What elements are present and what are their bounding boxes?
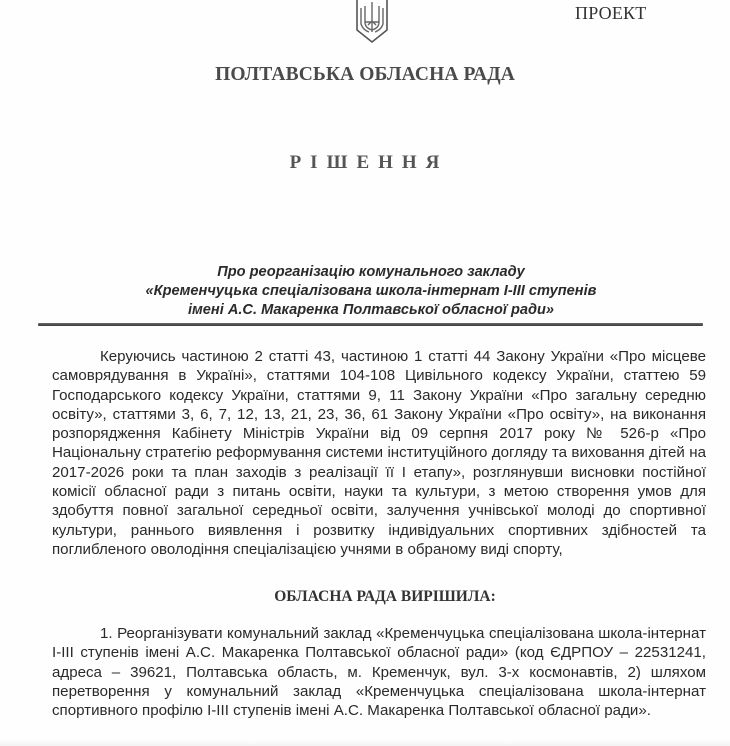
issuer-heading: ПОЛТАВСЬКА ОБЛАСНА РАДА [215, 64, 515, 85]
title-divider [38, 323, 703, 326]
subject-line: «Кременчуцька спеціалізована школа-інтернат І-ІІІ ступенів [145, 283, 597, 299]
decision-subject [40, 263, 702, 320]
page-edge [0, 740, 730, 746]
subject-line: імені А.С. Макаренка Полтавської обласної ради» [187, 302, 555, 318]
draft-stamp: ПРОЕКТ [575, 3, 647, 23]
document-type-heading: РІШЕННЯ [289, 152, 449, 173]
preamble-paragraph: Керуючись частиною 2 статті 43, частиною 1 статті 44 Закону України «Про місцеве самоврядування в Україні», статтями 104-108 Цивільного кодексу України, статтею 59 Господарського кодексу України, статтями 9, 11 Закону України «Про загальну середню освіту», статтями 3, 6, 7, 12, 13, 21, 23, 36, 61 Закону України «Про освіту», на виконання розпорядження Кабінету Міністрів України від 09 серпня 2017 року № 526-р «Про Національну стратегію реформування системи інституційного догляду та виховання дітей на 2017-2026 роки та план заходів з реалізації її І етапу», розглянувши висновки постійної комісії обласної ради з питань освіти, науки та культури, з метою створення умов для здобуття повної загальної середньої освіти, залучення учнівської молоді до спортивної культури, раннього виявлення і розвитку індивідуальних спортивних здібностей та поглибленого оволодіння спеціалізацією учнями в обраному виді спорту, [52, 348, 706, 558]
decision-item: 1. Реорганізувати комунальний заклад «Кременчуцька спеціалізована школа-інтернат І-ІІІ ступенів імені А.С. Макаренка Полтавської обласної ради» (код ЄДРПОУ – 22531241, адреса – 39621, Полтавська область, м. Кременчук, вул. 3-х космонавтів, 2) шляхом перетворення у комунальний заклад «Кременчуцька спеціалізована школа-інтернат спортивного профілю І-ІІІ ступенів імені А.С. Макаренка Полтавської обласної ради». [52, 625, 706, 720]
resolved-heading: ОБЛАСНА РАДА ВИРІШИЛА: [274, 588, 496, 605]
coat-of-arms-icon [355, 0, 389, 44]
subject-line: Про реорганізацію комунального закладу [217, 264, 525, 280]
